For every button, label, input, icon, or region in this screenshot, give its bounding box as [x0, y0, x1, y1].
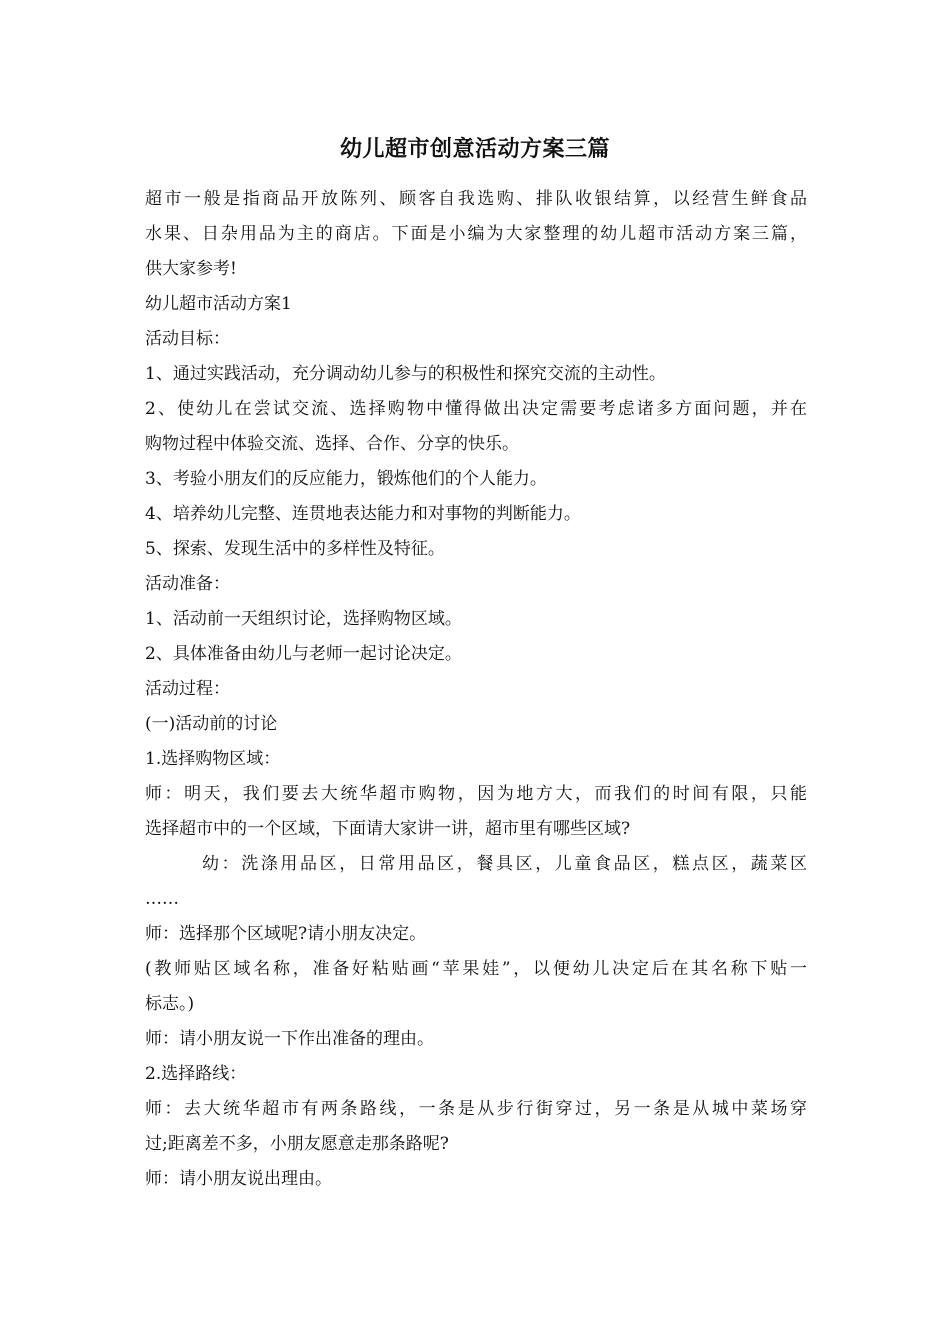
- document-title: 幼儿超市创意活动方案三篇: [339, 136, 610, 162]
- subsection-heading: 活动目标：: [145, 329, 230, 349]
- list-item-continuation: 购物过程中体验交流、选择、合作、分享的快乐。: [145, 434, 519, 454]
- step-heading: (一)活动前的讨论: [145, 714, 278, 734]
- dialogue-line: 师：明天，我们要去大统华超市购物，因为地方大，而我们的时间有限，只能: [145, 784, 807, 804]
- dialogue-line: 师：去大统华超市有两条路线，一条是从步行街穿过，另一条是从城中菜场穿: [145, 1099, 807, 1119]
- list-item: 4、培养幼儿完整、连贯地表达能力和对事物的判断能力。: [145, 504, 581, 524]
- document-body: [145, 182, 807, 1197]
- list-item: 3、考验小朋友们的反应能力，锻炼他们的个人能力。: [145, 469, 547, 489]
- dialogue-line: 师：选择那个区域呢?请小朋友决定。: [145, 924, 427, 944]
- list-item: 2、具体准备由幼儿与老师一起讨论决定。: [145, 644, 462, 664]
- list-item: 1、活动前一天组织讨论，选择购物区域。: [145, 609, 462, 629]
- dialogue-line: 师：请小朋友说出理由。: [145, 1169, 332, 1189]
- note-line: (教师贴区域名称，准备好粘贴画“苹果娃”，以便幼儿决定后在其名称下贴一: [145, 959, 807, 979]
- dialogue-line: 幼：洗涤用品区，日常用品区，餐具区，儿童食品区，糕点区，蔬菜区: [202, 854, 807, 874]
- list-item: 5、探索、发现生活中的多样性及特征。: [145, 539, 445, 559]
- dialogue-line-continuation: ……: [145, 889, 179, 909]
- subsection-heading: 活动准备：: [145, 574, 230, 594]
- dialogue-line-continuation: 过;距离差不多，小朋友愿意走那条路呢?: [145, 1134, 449, 1154]
- subsection-heading: 活动过程：: [145, 679, 230, 699]
- dialogue-line: 师：请小朋友说一下作出准备的理由。: [145, 1029, 434, 1049]
- paragraph-line: 超市一般是指商品开放陈列、顾客自我选购、排队收银结算，以经营生鲜食品: [145, 189, 807, 209]
- note-line-continuation: 标志。): [145, 994, 195, 1014]
- list-item: 2、使幼儿在尝试交流、选择购物中懂得做出决定需要考虑诸多方面问题，并在: [145, 399, 807, 419]
- paragraph-line: 水果、日杂用品为主的商店。下面是小编为大家整理的幼儿超市活动方案三篇，: [145, 224, 807, 244]
- section-heading: 幼儿超市活动方案1: [145, 294, 292, 314]
- step-heading: 2.选择路线：: [145, 1064, 247, 1084]
- list-item: 1、通过实践活动，充分调动幼儿参与的积极性和探究交流的主动性。: [145, 364, 666, 384]
- paragraph-line: 供大家参考!: [145, 259, 237, 279]
- dialogue-line-continuation: 选择超市中的一个区域，下面请大家讲一讲，超市里有哪些区域?: [145, 819, 631, 839]
- step-heading: 1.选择购物区域：: [145, 749, 281, 769]
